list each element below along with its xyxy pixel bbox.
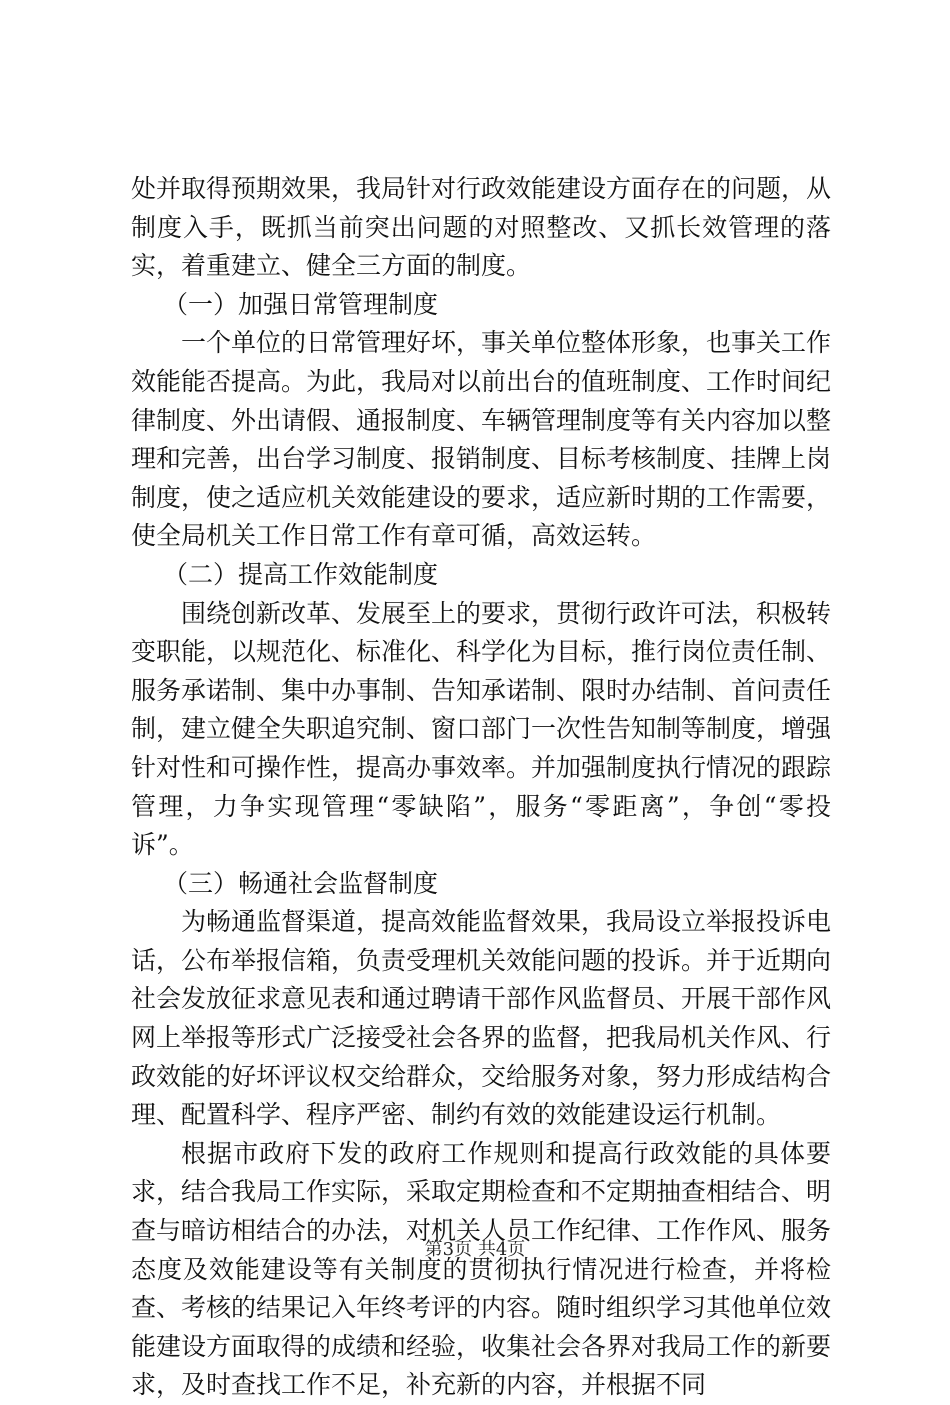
section-heading-2: （二）提高工作效能制度	[163, 559, 439, 589]
document-body	[131, 170, 831, 1405]
paragraph-daily-management: 一个单位的日常管理好坏，事关单位整体形象，也事关工作效能能否提高。为此，我局对以前出台的值班制度、工作时间纪律制度、外出请假、通报制度、车辆管理制度等有关内容加以整理和完善，出台学习制度、报销制度、目标考核制度、挂牌上岗制度，使之适应机关效能建设的要求，适应新时期的工作需要，使全局机关工作日常工作有章可循，高效运转。	[131, 328, 832, 551]
paragraph-work-efficiency: 围绕创新改革、发展至上的要求，贯彻行政许可法，积极转变职能，以规范化、标准化、科学化为目标，推行岗位责任制、服务承诺制、集中办事制、告知承诺制、限时办结制、首问责任制，建立健全失职追究制、窗口部门一次性告知制等制度，增强针对性和可操作性，提高办事效率。并加强制度执行情况的跟踪管理，力争实现管理“零缺陷”，服务“零距离”，争创“零投诉”。	[131, 598, 832, 860]
section-heading-1: （一）加强日常管理制度	[163, 289, 439, 319]
page-footer: 第3页 共4页	[424, 1239, 526, 1260]
section-heading-3: （三）畅通社会监督制度	[163, 868, 439, 898]
paragraph-inspection: 根据市政府下发的政府工作规则和提高行政效能的具体要求，结合我局工作实际，采取定期检查和不定期抽查相结合、明查与暗访相结合的办法，对机关人员工作纪律、工作作风、服务态度及效能建设等有关制度的贯彻执行情况进行检查，并将检查、考核的结果记入年终考评的内容。随时组织学习其他单位效能建设方面取得的成绩和经验，收集社会各界对我局工作的新要求，及时查找工作不足，补充新的内容，并根据不同	[131, 1138, 832, 1400]
paragraph-continuation: 处并取得预期效果，我局针对行政效能建设方面存在的问题，从制度入手，既抓当前突出问题的对照整改、又抓长效管理的落实，着重建立、健全三方面的制度。	[131, 174, 832, 281]
paragraph-social-supervision: 为畅通监督渠道，提高效能监督效果，我局设立举报投诉电话，公布举报信箱，负责受理机关效能问题的投诉。并于近期向社会发放征求意见表和通过聘请干部作风监督员、开展干部作风网上举报等形式广泛接受社会各界的监督，把我局机关作风、行政效能的好坏评议权交给群众，交给服务对象，努力形成结构合理、配置科学、程序严密、制约有效的效能建设运行机制。	[131, 907, 832, 1130]
